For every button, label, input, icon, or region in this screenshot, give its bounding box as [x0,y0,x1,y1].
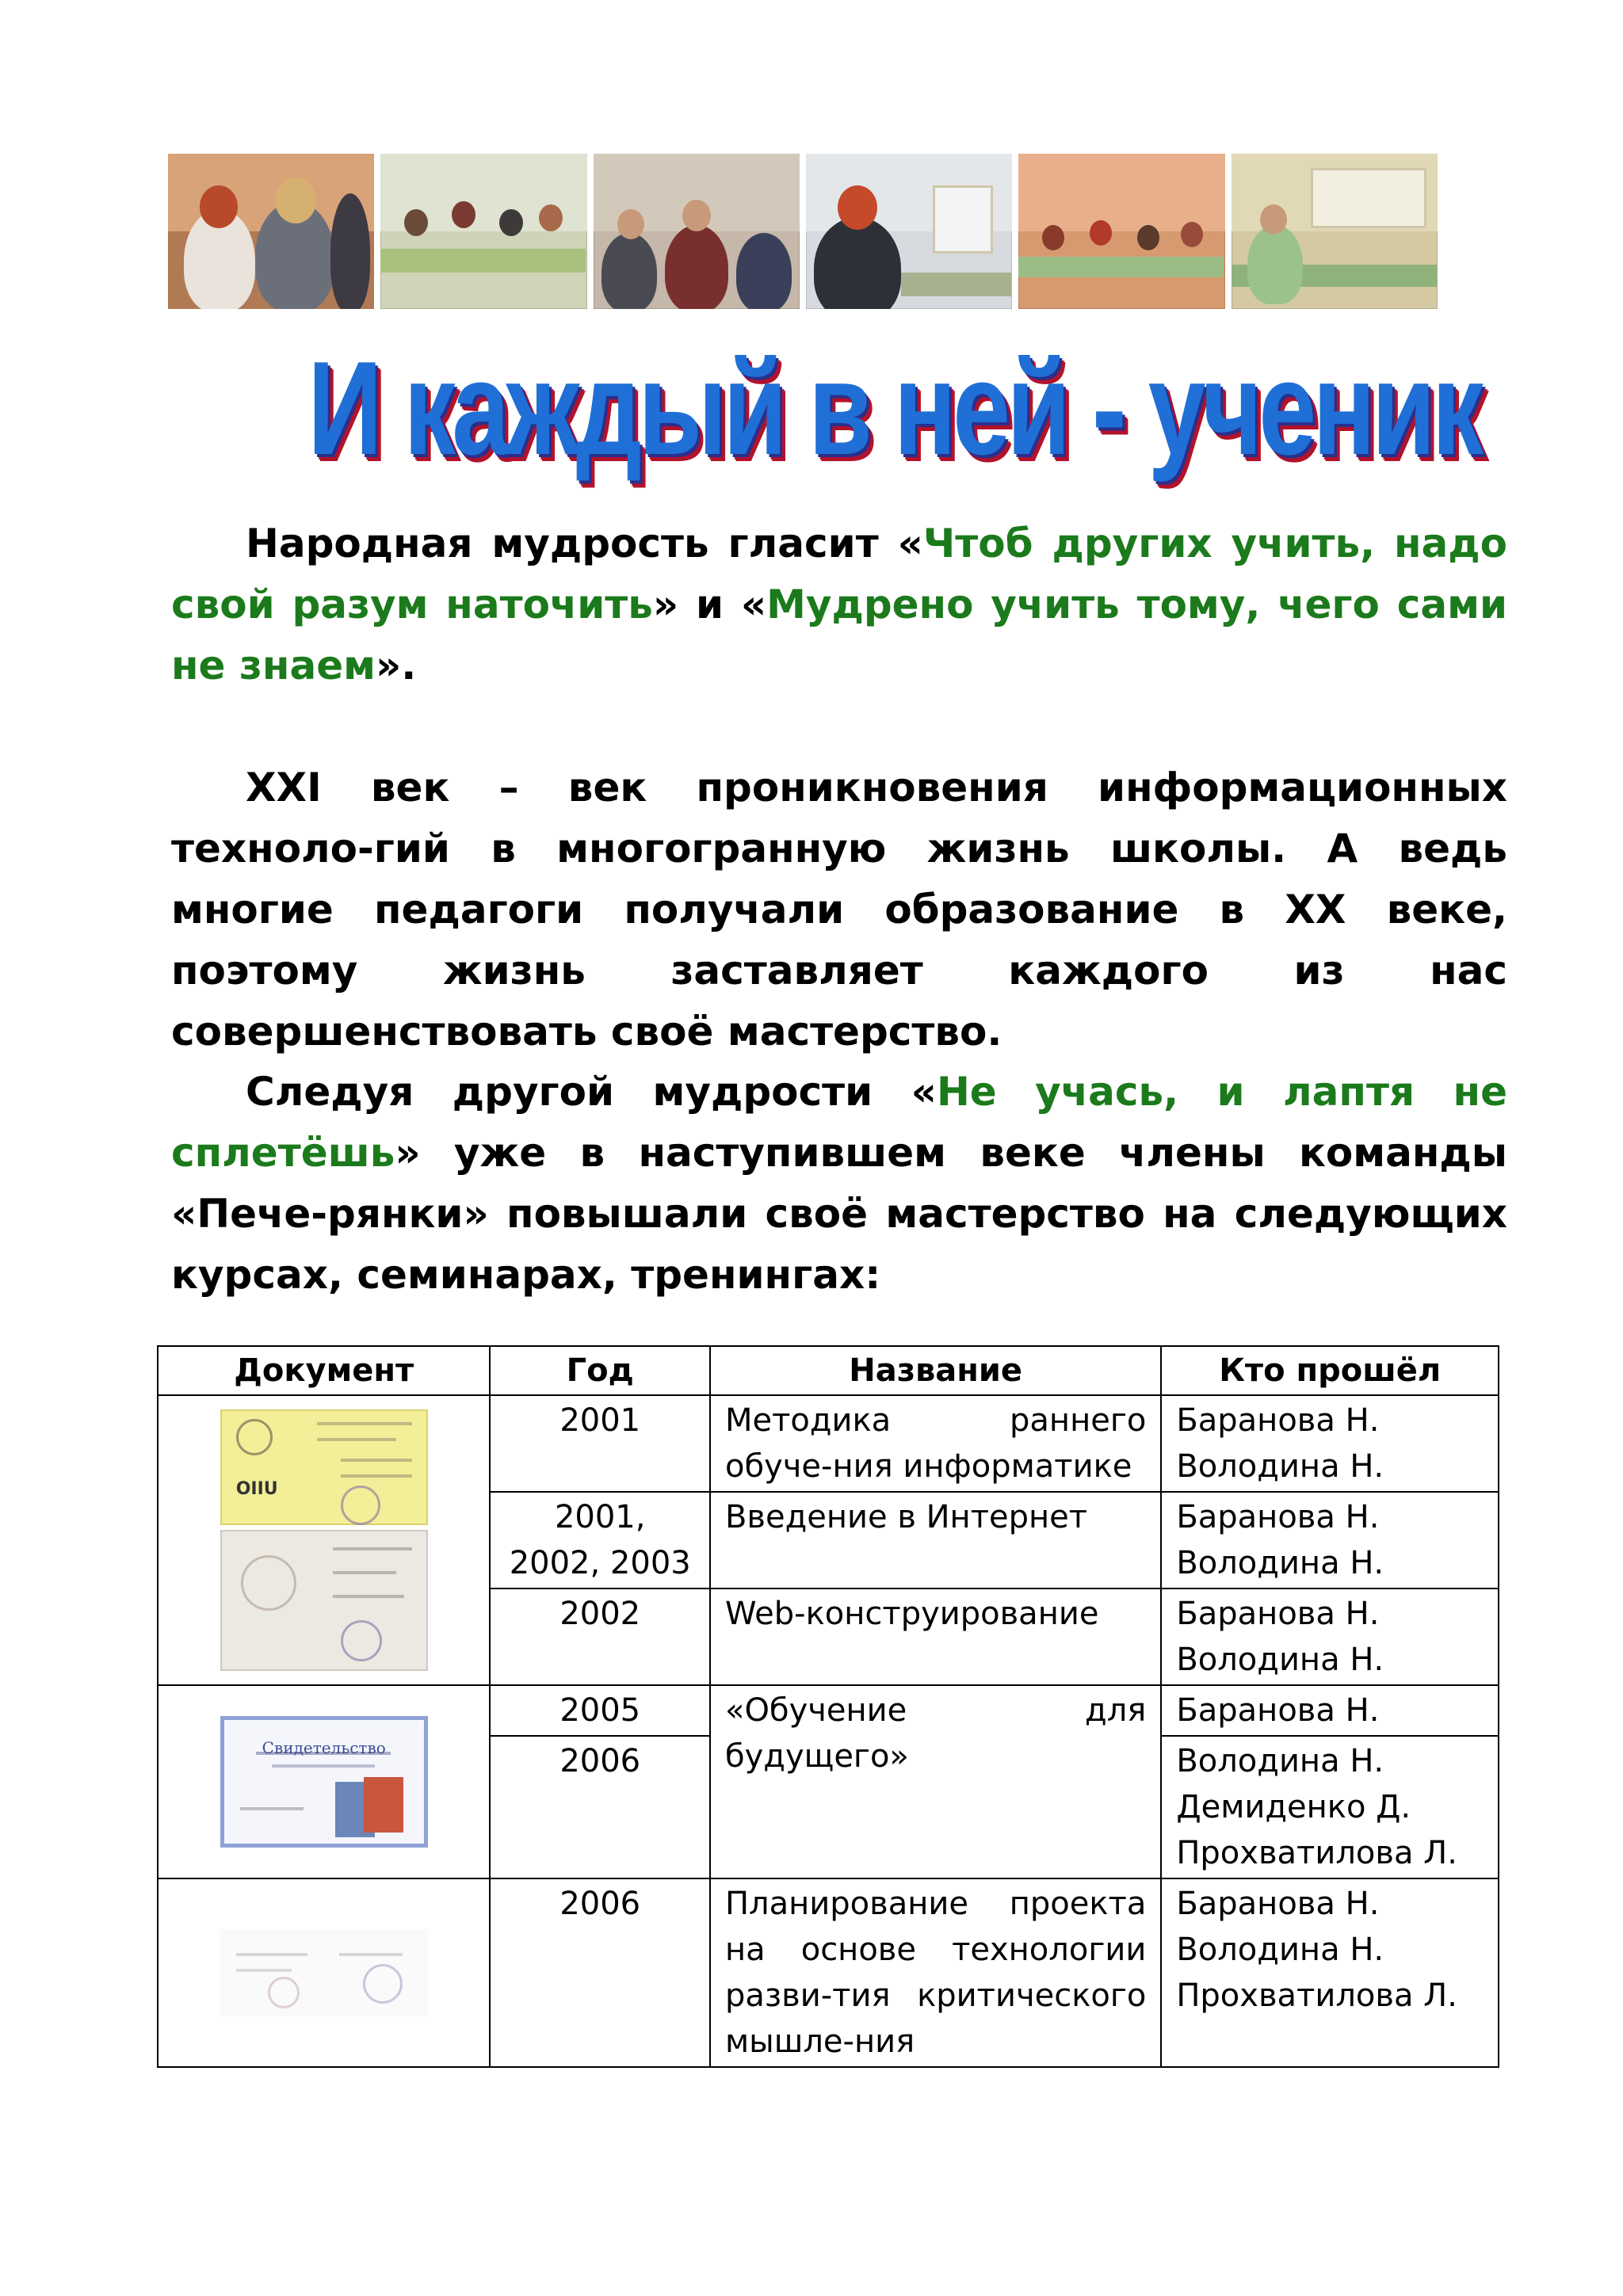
course-name-cell: Web-конструирование [710,1589,1161,1685]
column-header: Год [490,1346,710,1395]
classroom-photo [806,154,1012,309]
course-name-cell: Методика раннего обуче-ния информатике [710,1395,1161,1492]
participants-cell: Баранова Н. Володина Н. [1161,1589,1499,1685]
courses-table [157,1345,1499,2068]
classroom-photo [1018,154,1224,309]
year-cell: 2005 [490,1685,710,1736]
page-title: И каждый в ней - ученик [307,334,1480,482]
table-header-row [158,1346,1499,1395]
course-name-cell: Планирование проекта на основе технологии разви-тия критического мышле-ния [710,1878,1161,2067]
year-cell: 2002 [490,1589,710,1685]
body-paragraph: XXI век – век проникновения информационных техноло-гий в многогранную жизнь школы. А ведь многие педагоги получали образование в XX веке, поэтому жизнь заставляет каждого из нас совершенствовать своё мастерство. [171,765,1507,1055]
column-header: Название [710,1346,1161,1395]
certificate-image: OIIU [220,1409,428,1525]
course-name-cell: «Обучение для будущего» [710,1685,1161,1878]
certificate-image: Свидетельство [220,1716,428,1848]
year-cell: 2001 [490,1395,710,1492]
certificate-image [220,1530,428,1671]
participants-cell: Баранова Н. [1161,1685,1499,1736]
course-name-cell: Введение в Интернет [710,1492,1161,1589]
intro-paragraph: Народная мудрость гласит «Чтоб других учить, надо свой разум наточить» и «Мудрено учить тому, чего сами не знаем». [171,521,1507,688]
year-cell: 2006 [490,1878,710,2067]
table-row [158,1395,1499,1492]
column-header: Кто прошёл [1161,1346,1499,1395]
body-paragraph: Следуя другой мудрости «Не учась, и лаптя не сплетёшь» уже в наступившем веке члены команды «Пече-рянки» повышали своё мастерство на следующих курсах, семинарах, тренингах: [171,1069,1507,1298]
proverb-quote: Мудрено учить тому, чего сами не знаем [171,582,1507,688]
document-cell [158,1878,490,2067]
column-header: Документ [158,1346,490,1395]
document-cell [158,1685,490,1878]
photo-strip [168,154,1438,309]
proverb-quote: Чтоб других учить, надо свой разум наточить [171,521,1507,627]
certificate-image [220,1929,428,2016]
table-row [158,1878,1499,2067]
year-cell: 2006 [490,1736,710,1878]
participants-cell: Баранова Н. Володина Н. [1161,1492,1499,1589]
participants-cell: Баранова Н. Володина Н. Прохватилова Л. [1161,1878,1499,2067]
participants-cell: Баранова Н. Володина Н. [1161,1395,1499,1492]
year-cell: 2001, 2002, 2003 [490,1492,710,1589]
classroom-photo [380,154,586,309]
document-cell [158,1395,490,1685]
classroom-photo [168,154,374,309]
proverb-quote: Не учась, и лаптя не сплетёшь [171,1069,1507,1176]
classroom-photo [594,154,800,309]
table-row [158,1685,1499,1736]
participants-cell: Володина Н. Демиденко Д. Прохватилова Л. [1161,1736,1499,1878]
classroom-photo [1232,154,1438,309]
